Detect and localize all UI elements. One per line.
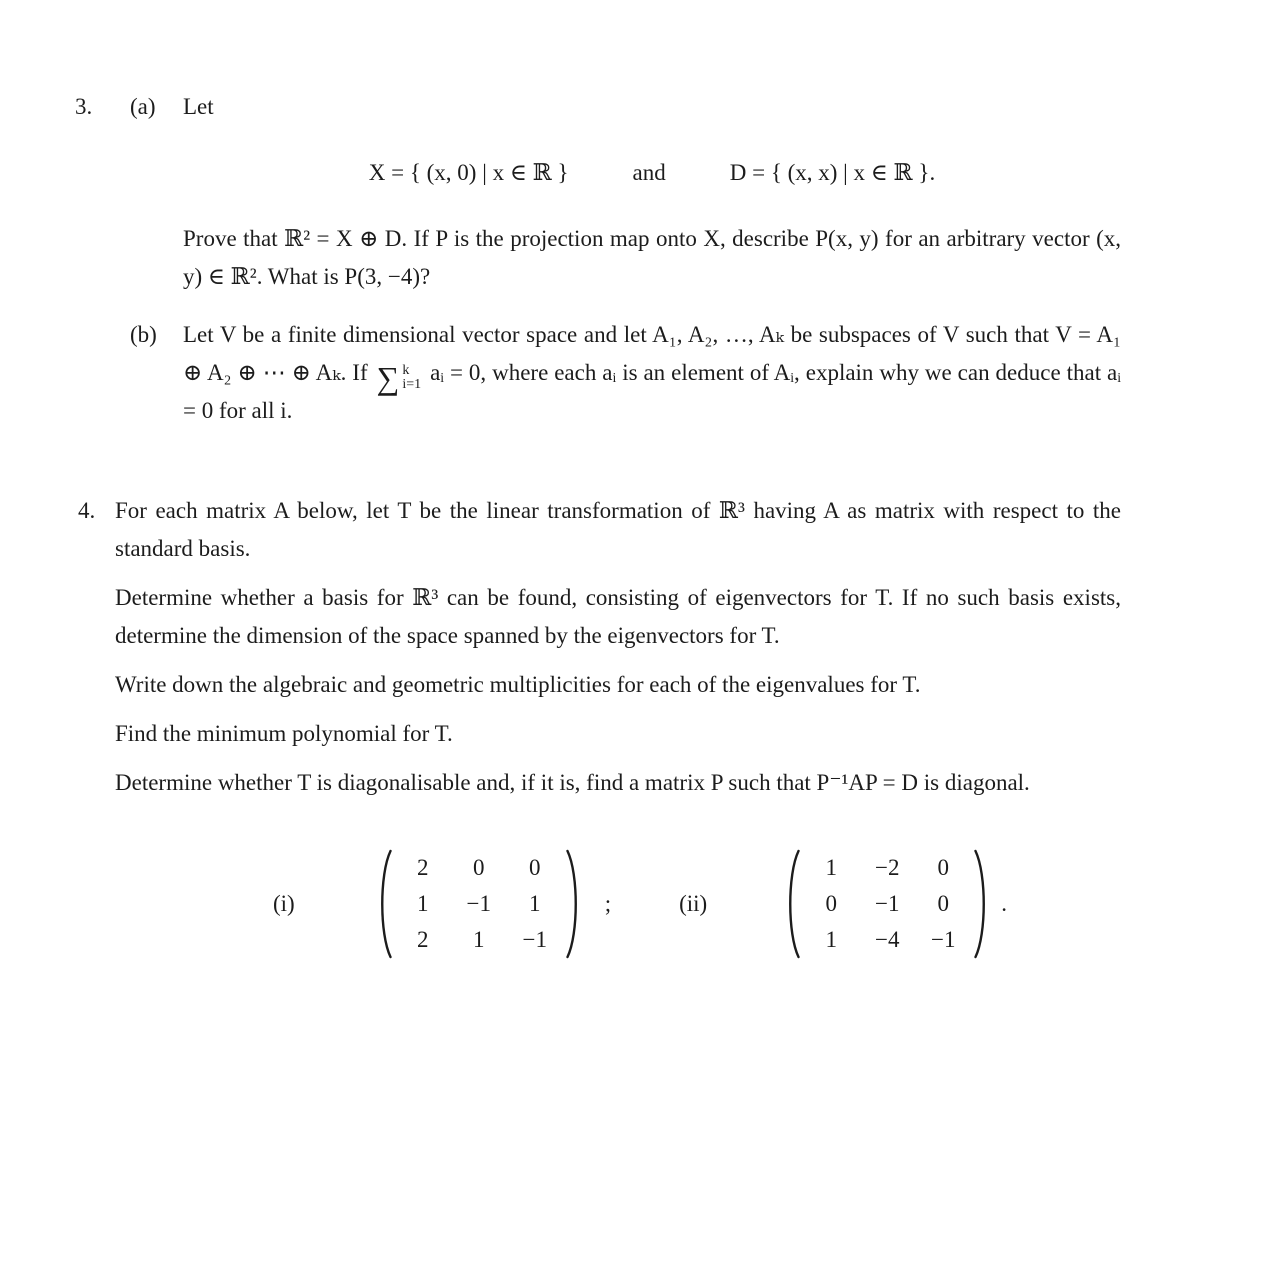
matrix-cell: 1 [528, 891, 541, 916]
matrix-ii-grid [801, 850, 973, 958]
summation-limits [402, 364, 421, 392]
part-a-intro: Let [183, 94, 214, 119]
matrix-cell: −2 [874, 855, 900, 880]
summation-upper-limit: k [402, 363, 410, 378]
matrix-cell: 0 [528, 855, 541, 880]
equation-x-set: X = { (x, 0) | x ∈ ℝ } [368, 160, 569, 185]
matrix-cell: −1 [466, 891, 491, 916]
matrix-cell: −1 [522, 927, 547, 952]
problem-4-paragraph: Determine whether T is diagonalisable and, if it is, find a matrix P such that P⁻¹AP = D is diagonal. [115, 770, 1030, 795]
part-b-text-before-sum: Let V be a finite dimensional vector space and let A₁, A₂, …, Aₖ be subspaces of V such that V = A₁ ⊕ A₂ ⊕ ⋯ ⊕ Aₖ. If [183, 322, 1121, 385]
part-b-label: (b) [130, 322, 157, 347]
part-b [130, 316, 1121, 430]
problem-4-paragraph: Find the minimum polynomial for T. [115, 721, 453, 746]
part-b-text-after-sum: aᵢ = 0, where each aᵢ is an element of Aᵢ, explain why we can deduce that aᵢ = 0 for all i. [183, 360, 1121, 423]
matrix-i-separator: ; [604, 891, 612, 916]
matrix-cell: 2 [416, 855, 429, 880]
set-definition-equation [183, 154, 1121, 192]
problem-3-parts [130, 88, 1121, 430]
matrix-cell: 0 [825, 891, 837, 916]
right-paren-icon [565, 848, 583, 960]
problem-4-number: 4. [78, 498, 96, 523]
problem-4-paragraph: Write down the algebraic and geometric multiplicities for each of the eigenvalues for T. [115, 672, 921, 697]
problem-3-number: 3. [75, 94, 93, 119]
matrix-cell: 1 [825, 855, 837, 880]
matrix-ii-terminator: . [1001, 891, 1007, 916]
problem-4-paragraph: For each matrix A below, let T be the linear transformation of ℝ³ having A as matrix with respect to the standard basis. [115, 498, 1121, 561]
matrix-ii [783, 848, 991, 960]
matrix-cell: −4 [874, 927, 900, 952]
equation-d-set: D = { (x, x) | x ∈ ℝ }. [729, 160, 936, 185]
summation [376, 360, 422, 396]
matrix-cell: −1 [930, 927, 956, 952]
matrix-ii-label: (ii) [679, 891, 708, 916]
part-a-body [183, 88, 1121, 296]
matrix-cell: 1 [416, 891, 429, 916]
problem-3 [75, 88, 1121, 430]
matrix-i-grid [393, 850, 565, 958]
left-paren-icon [783, 848, 801, 960]
matrix-cell: 0 [472, 855, 485, 880]
part-b-paragraph [183, 316, 1121, 430]
matrix-cell: 1 [472, 927, 485, 952]
equation-connector: and [632, 160, 666, 185]
matrix-cell: −1 [874, 891, 900, 916]
left-paren-icon [375, 848, 393, 960]
matrices-display [273, 848, 1121, 960]
part-a [130, 88, 1121, 296]
problem-4-body [115, 492, 1121, 960]
problem-4 [78, 492, 1121, 960]
matrix-cell: 2 [416, 927, 429, 952]
matrix-cell: 0 [937, 855, 949, 880]
part-a-label: (a) [130, 94, 156, 119]
part-b-body [183, 316, 1121, 430]
sigma-symbol: ∑ [376, 360, 400, 396]
matrix-i-label: (i) [273, 891, 295, 916]
problem-4-paragraph: Determine whether a basis for ℝ³ can be found, consisting of eigenvectors for T. If no such basis exists, determine the dimension of the space spanned by the eigenvectors for T. [115, 585, 1121, 648]
matrix-cell: 1 [825, 927, 837, 952]
matrix-cell: 0 [937, 891, 949, 916]
summation-lower-limit: i=1 [402, 377, 422, 392]
part-a-paragraph: Prove that ℝ² = X ⊕ D. If P is the projection map onto X, describe P(x, y) for an arbitrary vector (x, y) ∈ ℝ². What is P(3, −4)? [183, 226, 1121, 289]
matrix-i [375, 848, 583, 960]
right-paren-icon [973, 848, 991, 960]
